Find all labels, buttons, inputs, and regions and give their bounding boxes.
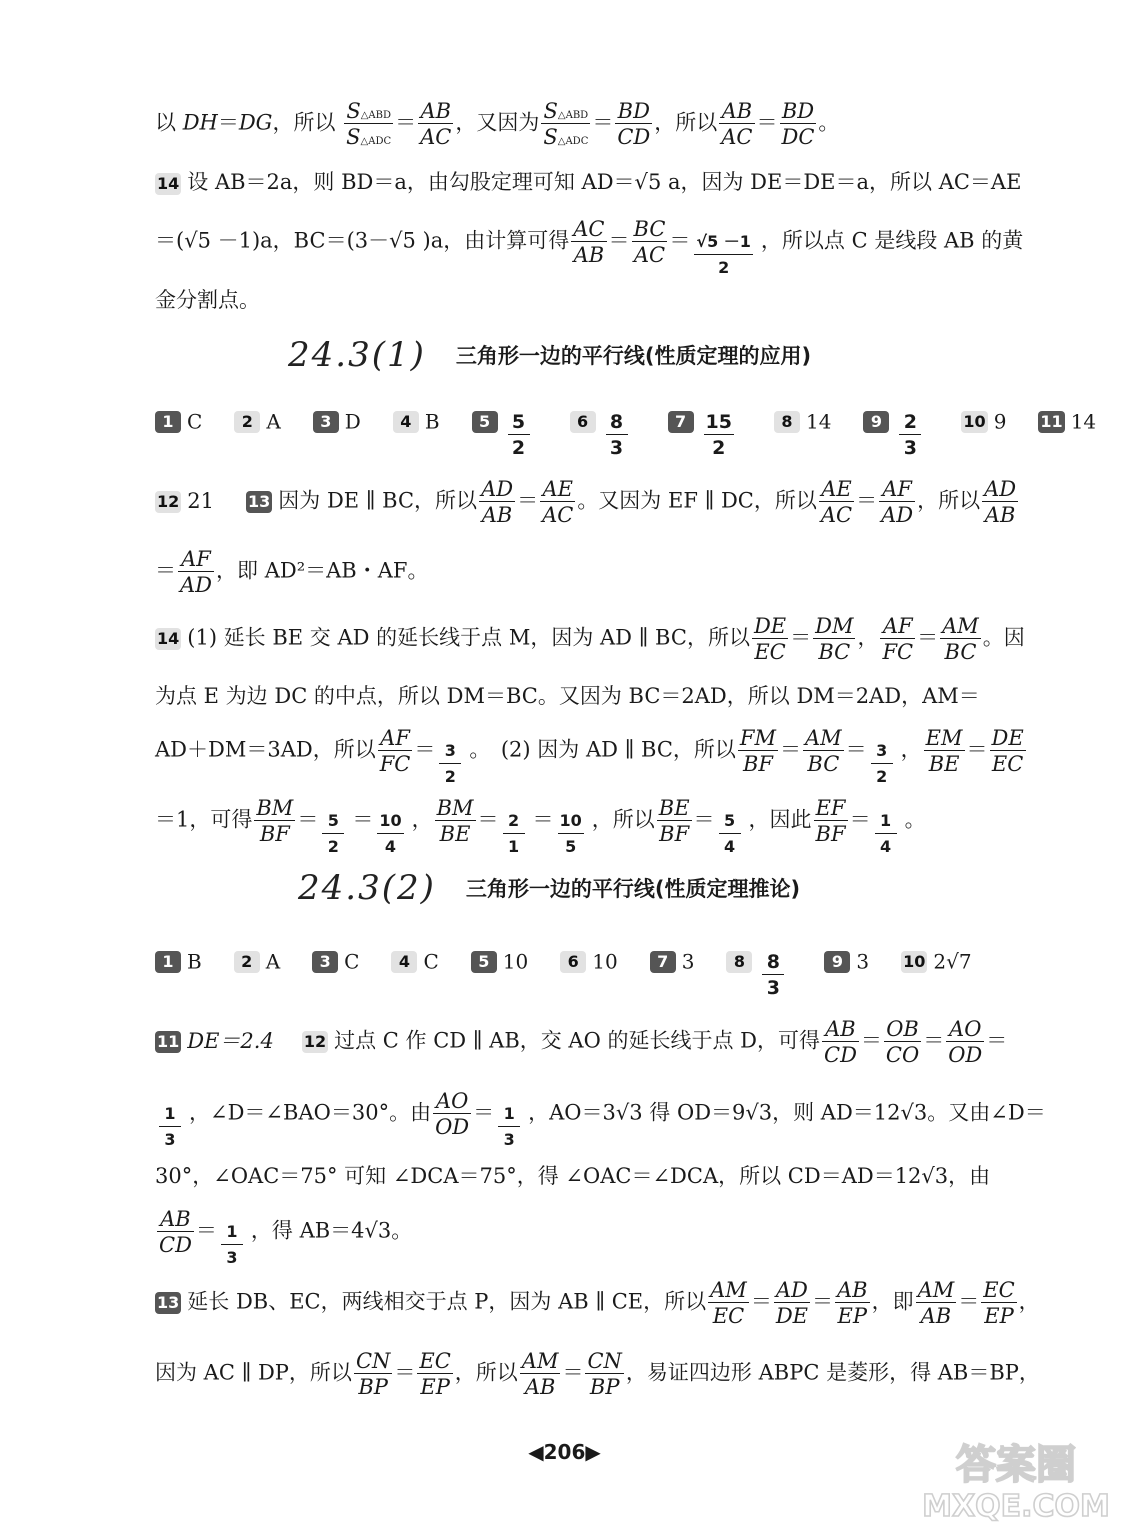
fraction: $\frac{5}{2}$ <box>320 810 346 832</box>
question-number-badge: 6 <box>560 951 586 973</box>
text: 金分割点。 <box>155 288 260 312</box>
watermark-logo <box>921 1428 1111 1528</box>
text: ，∠D＝∠BAO＝30°。由 <box>189 1100 432 1125</box>
fraction: $\frac{BD}{CD}$ <box>617 99 651 150</box>
fraction: $\frac{BM}{BE}$ <box>436 796 474 847</box>
fraction: $\frac{DE}{EC}$ <box>991 726 1024 777</box>
question-13-s2-line-1: 13 延长 DB、EC，两线相交于点 P，因为 AB ∥ CE，所以 $\frac{AM}{EC}$ ＝ $\frac{AD}{DE}$ ＝ $\frac{AB}{EP}$ ，即 $\frac{AM}{AB}$ ＝ $\frac{EC}{EP}$ ， <box>157 1278 1040 1329</box>
answer-value: 10 <box>592 949 618 974</box>
question-number-badge: 5 <box>471 951 497 973</box>
fraction: $\frac{AM}{BC}$ <box>942 614 979 665</box>
fraction: $\frac{AB}{EP}$ <box>836 1278 868 1329</box>
text: DH <box>182 110 218 135</box>
question-14-s1-line-1: 14 (1) 延长 BE 交 AD 的延长线于点 M，因为 AD ∥ BC，所以 $\frac{DE}{EC}$ ＝ $\frac{DM}{BC}$ ， $\frac{AF}{FC}$ ＝ $\frac{AM}{BC}$ 。因 <box>157 614 1025 665</box>
answer-item <box>155 950 202 973</box>
text: 以 <box>155 110 183 135</box>
fraction: $\frac{AB}{AC}$ <box>420 99 452 150</box>
fraction: $\frac{EC}{EP}$ <box>983 1278 1015 1329</box>
question-number-badge: 11 <box>1040 411 1063 431</box>
fraction: $\frac{AF}{AD}$ <box>881 477 914 528</box>
question-number-badge: 9 <box>863 411 889 433</box>
answer-item <box>570 410 636 459</box>
fraction: $\frac{OB}{CO}$ <box>885 1017 920 1068</box>
question-14-s1-line-3: AD＋DM＝3AD，所以 $\frac{AF}{FC}$ ＝ $\frac{3}{2}$ 。 (2) 因为 AD ∥ BC，所以 $\frac{FM}{BF}$ ＝ $\frac{AM}{BC}$ ＝ $\frac{3}{2}$ ， $\frac{EM}{BE}$ ＝ $\frac{DE}{EC}$ <box>155 726 1024 787</box>
text: AD＋DM＝3AD，所以 <box>155 737 376 762</box>
answer-item <box>961 410 1006 433</box>
fraction: $\frac{AB}{CD}$ <box>159 1207 192 1258</box>
question-number-badge: 12 <box>303 1032 327 1052</box>
fraction: $\frac{BM}{BF}$ <box>256 796 294 847</box>
section-title: 三角形一边的平行线(性质定理推论) <box>465 877 801 901</box>
text: (1) 延长 BE 交 AD 的延长线于点 M，因为 AD ∥ BC，所以 <box>187 625 750 650</box>
answer-item <box>234 410 280 433</box>
answer-value: 9 <box>993 409 1007 434</box>
text: ，即 AD²＝AB・AF。 <box>216 558 429 583</box>
answer-item <box>313 410 361 433</box>
fraction: $\frac{FM}{BF}$ <box>739 726 776 777</box>
fraction: $\frac{EM}{BE}$ <box>925 726 963 777</box>
fraction: $\frac{CN}{BP}$ <box>587 1349 622 1400</box>
fraction: $\frac{AM}{AB}$ <box>917 1278 955 1329</box>
question-number-badge: 12 <box>157 492 180 512</box>
question-number-badge: 7 <box>668 411 694 433</box>
question-14-line-1 <box>155 172 1024 195</box>
fraction: $\frac{AO}{OD}$ <box>435 1089 470 1140</box>
question-13-line-2: ＝ $\frac{AF}{AD}$ ，即 AD²＝AB・AF。 <box>155 547 429 598</box>
fraction: $\frac{AE}{AC}$ <box>542 477 574 528</box>
fraction: $\frac{1}{3}$ <box>219 1221 245 1243</box>
answer-item <box>901 950 971 973</box>
text: 为点 E 为边 DC 的中点，所以 DM＝BC。又因为 BC＝2AD，所以 DM＝2AD，AM＝ <box>155 684 980 708</box>
answer-value: C <box>423 949 439 974</box>
fraction: $\frac{AE}{AC}$ <box>820 477 853 528</box>
fraction: $\frac{\text{S△ABD}}{\text{S△ADC}}$ <box>346 99 392 150</box>
question-13-s2-line-2: 因为 AC ∥ DP，所以 $\frac{CN}{BP}$ ＝ $\frac{EC}{EP}$ ，所以 $\frac{AM}{AB}$ ＝ $\frac{CN}{BP}$ ，易证四边形 ABPC 是菱形，得 AB＝BP， <box>155 1349 1040 1400</box>
text: 因为 AC ∥ DP，所以 <box>155 1360 352 1385</box>
answer-value: 21 <box>187 488 214 513</box>
answer-value: D <box>344 409 361 434</box>
answer-item <box>774 410 831 433</box>
fraction: $\frac{10}{4}$ <box>379 811 402 857</box>
answer-value: 3 <box>856 949 870 974</box>
fraction: $\frac{3}{2}$ <box>437 740 463 762</box>
fraction: $\frac{EF}{BF}$ <box>815 796 846 847</box>
fraction: $\frac{DM}{BC}$ <box>815 614 854 665</box>
section-heading-24-3-1 <box>288 335 811 375</box>
answer-item <box>312 950 359 973</box>
question-number-badge: 11 <box>157 1032 180 1052</box>
answer-item <box>391 950 438 973</box>
answer-fraction: $\frac{15}{2}$ <box>705 410 732 459</box>
question-number-badge: 10 <box>903 951 926 971</box>
fraction: $\frac{AM}{BC}$ <box>804 726 842 777</box>
answer-item <box>393 410 440 433</box>
fraction: $\frac{AD}{DE}$ <box>775 1278 808 1329</box>
question-11-12-line-1: 11 DE＝2.4 12 过点 C 作 CD ∥ AB，交 AO 的延长线于点 D，可得 $\frac{AB}{CD}$ ＝ $\frac{OB}{CO}$ ＝ $\frac{AO}{OD}$ ＝ <box>157 1017 1008 1068</box>
answer-value: 10 <box>502 949 529 974</box>
answer-fraction: $\frac{2}{3}$ <box>897 411 923 433</box>
question-number-badge: 1 <box>155 951 181 973</box>
question-number-badge: 14 <box>157 173 180 193</box>
fraction: $\frac{AB}{CD}$ <box>824 1017 857 1068</box>
question-14-line-3 <box>155 290 1024 311</box>
question-12-13-line-1: 12 21 13 因为 DE ∥ BC，所以 $\frac{AD}{AB}$ ＝ $\frac{AE}{AC}$ 。又因为 EF ∥ DC，所以 $\frac{AE}{AC}$ ＝ $\frac{AF}{AD}$ ，所以 $\frac{AD}{AB}$ <box>157 477 1017 528</box>
fraction: $\frac{AD}{AB}$ <box>984 477 1017 528</box>
text: ，又因为 <box>455 110 540 135</box>
answer-item <box>560 950 617 973</box>
answer-value: B <box>187 949 202 974</box>
question-14-s1-line-2 <box>155 686 1024 707</box>
fraction: $\frac{DE}{EC}$ <box>753 614 787 665</box>
answer-value: 3 <box>681 949 695 974</box>
text: ，所以 <box>272 110 336 135</box>
text: ，AO＝3√3 得 OD＝9√3，则 AD＝12√3。又由∠D＝ <box>528 1100 1046 1125</box>
fraction: $\frac{AB}{AC}$ <box>721 99 753 150</box>
answer-value: DE＝2.4 <box>187 1028 274 1053</box>
answer-item <box>234 950 280 973</box>
text: 设 AB＝2a，则 BD＝a，由勾股定理可知 AD＝√5 a，因为 DE＝DE＝a，所以 AC＝AE <box>187 170 1022 194</box>
fraction: $\frac{AC}{AB}$ <box>573 217 605 268</box>
answer-item <box>726 950 792 999</box>
answer-fraction: $\frac{5}{2}$ <box>506 411 532 433</box>
section-heading-24-3-2 <box>298 868 800 908</box>
answer-item <box>863 410 929 459</box>
answer-line-1: 以 DH＝DG，所以 $\frac{\text{S△ABD}}{\text{S△ADC}}$ ＝ $\frac{AB}{AC}$ ，又因为 $\frac{\text{S△ABD}}{\text{S△ADC}}$ ＝ $\frac{BD}{CD}$ ，所以 $\frac{AB}{AC}$ ＝ $\frac{BD}{DC}$ 。 <box>155 99 840 150</box>
text: ，易证四边形 ABPC 是菱形，得 AB＝BP， <box>625 1360 1040 1385</box>
fraction: $\frac{\text{S△ABD}}{\text{S△ADC}}$ <box>543 99 589 150</box>
answer-value: C <box>344 949 360 974</box>
section-code: 24.3(2) <box>298 868 436 908</box>
fraction: $\frac{CN}{BP}$ <box>355 1349 391 1400</box>
question-number-badge: 7 <box>650 951 676 973</box>
fraction: $\frac{5}{4}$ <box>717 810 743 832</box>
text: DG <box>238 110 273 135</box>
page-number: ◀206▶ <box>528 1440 601 1464</box>
fraction: $\frac{EC}{EP}$ <box>419 1349 451 1400</box>
answer-item <box>824 950 869 973</box>
answer-value: 14 <box>805 409 832 434</box>
fraction: $\frac{AF}{FC}$ <box>882 614 914 665</box>
fraction: $\frac{3}{2}$ <box>869 740 895 762</box>
answer-item <box>1038 410 1096 433</box>
answer-row-2 <box>155 949 1024 999</box>
fraction: $\frac{1}{4}$ <box>873 810 899 832</box>
question-12-s2-line-2: $\frac{1}{3}$ ，∠D＝∠BAO＝30°。由 $\frac{AO}{OD}$ ＝ $\frac{1}{3}$ ，AO＝3√3 得 OD＝9√3，则 AD＝12√3。又由∠D＝ <box>155 1090 1024 1138</box>
section-title: 三角形一边的平行线(性质定理的应用) <box>455 344 812 368</box>
fraction: $\frac{√5 -1}{2}$ <box>696 232 751 278</box>
answer-item <box>155 410 202 433</box>
fraction: $\frac{BE}{BF}$ <box>658 796 690 847</box>
fraction: $\frac{AF}{FC}$ <box>379 726 411 777</box>
question-number-badge: 13 <box>248 492 271 512</box>
question-number-badge: 13 <box>157 1293 180 1313</box>
text: ＝1，可得 <box>155 807 253 832</box>
text: ，得 AB＝4√3。 <box>250 1218 413 1243</box>
fraction: $\frac{BD}{DC}$ <box>781 99 815 150</box>
question-number-badge: 8 <box>726 951 752 973</box>
question-number-badge: 1 <box>155 411 181 433</box>
answer-value: A <box>266 409 281 434</box>
question-12-s2-line-3 <box>155 1166 1024 1187</box>
answer-fraction: $\frac{8}{3}$ <box>760 951 786 973</box>
text: 因为 DE ∥ BC，所以 <box>278 488 478 513</box>
answer-item <box>650 950 695 973</box>
fraction: $\frac{10}{5}$ <box>559 811 582 857</box>
text: ，所以点 C 是线段 AB 的黄 <box>760 228 1024 253</box>
fraction: $\frac{AM}{EC}$ <box>710 1278 747 1329</box>
question-14-s1-line-4: ＝1，可得 $\frac{BM}{BF}$ ＝ $\frac{5}{2}$ ＝ $\frac{10}{4}$ ， $\frac{BM}{BE}$ ＝ $\frac{2}{1}$ ＝ $\frac{10}{5}$ ，所以 $\frac{BE}{BF}$ ＝ $\frac{5}{4}$ ，因此 $\frac{EF}{BF}$ ＝ $\frac{1}{4}$ 。 <box>155 796 926 857</box>
answer-value: 2√7 <box>933 949 972 974</box>
text: 30°，∠OAC＝75° 可知 ∠DCA＝75°，得 ∠OAC＝∠DCA，所以 CD＝AD＝12√3，由 <box>155 1164 991 1188</box>
question-number-badge: 10 <box>963 411 986 431</box>
fraction: $\frac{BC}{AC}$ <box>633 217 666 268</box>
question-number-badge: 3 <box>312 951 338 973</box>
question-12-s2-line-4: $\frac{AB}{CD}$ ＝ $\frac{1}{3}$ ，得 AB＝4√3。 <box>159 1207 413 1268</box>
fraction: $\frac{AO}{OD}$ <box>948 1017 983 1068</box>
fraction: $\frac{AD}{AB}$ <box>481 477 514 528</box>
question-number-badge: 5 <box>472 411 498 433</box>
answer-value: 14 <box>1070 409 1097 434</box>
answer-item <box>471 950 528 973</box>
answer-value: A <box>265 949 281 974</box>
question-14-line-2: ＝(√5 －1)a，BC＝(3－√5 )a，由计算可得 $\frac{AC}{AB}$ ＝ $\frac{BC}{AC}$ ＝ $\frac{√5 -1}{2}$ ，所以点 C 是线段 AB 的黄 <box>155 217 1024 278</box>
text: ＝ <box>395 110 417 135</box>
text: 。又因为 EF ∥ DC，所以 <box>577 488 817 513</box>
answer-fraction: $\frac{8}{3}$ <box>604 411 630 433</box>
fraction: $\frac{1}{3}$ <box>157 1103 183 1125</box>
question-number-badge: 9 <box>824 951 850 973</box>
text: ＝ <box>217 110 239 135</box>
answer-row-1 <box>155 409 1097 459</box>
svg-text:MXQE.COM: MXQE.COM <box>922 1489 1110 1524</box>
text: 。 (2) 因为 AD ∥ BC，所以 <box>469 737 736 762</box>
fraction: $\frac{AF}{AD}$ <box>180 547 213 598</box>
fraction: $\frac{1}{3}$ <box>496 1103 522 1125</box>
answer-item <box>668 410 742 459</box>
answer-item <box>472 410 538 459</box>
question-number-badge: 2 <box>234 411 260 433</box>
answer-value: B <box>424 409 440 434</box>
fraction: $\frac{2}{1}$ <box>501 810 527 832</box>
section-code: 24.3(1) <box>288 335 426 375</box>
text: 过点 C 作 CD ∥ AB，交 AO 的延长线于点 D，可得 <box>334 1028 820 1053</box>
text: ＝(√5 －1)a，BC＝(3－√5 )a，由计算可得 <box>155 228 570 253</box>
svg-text:答案圈: 答案圈 <box>956 1442 1076 1488</box>
text: 延长 DB、EC，两线相交于点 P，因为 AB ∥ CE，所以 <box>187 1289 707 1314</box>
question-number-badge: 3 <box>313 411 339 433</box>
question-number-badge: 8 <box>774 411 800 433</box>
question-number-badge: 14 <box>157 629 180 649</box>
question-number-badge: 4 <box>391 951 417 973</box>
question-number-badge: 2 <box>234 951 260 973</box>
fraction: $\frac{AM}{AB}$ <box>521 1349 559 1400</box>
question-number-badge: 6 <box>570 411 596 433</box>
answer-value: C <box>187 409 203 434</box>
question-number-badge: 4 <box>393 411 419 433</box>
